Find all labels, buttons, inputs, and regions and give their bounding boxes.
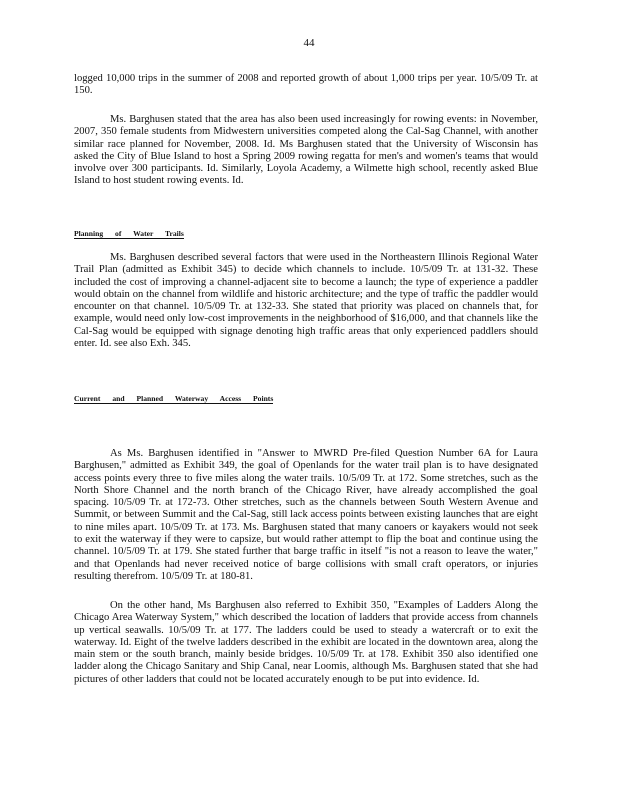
page-number: 44 — [303, 37, 315, 49]
paragraph-4-text: As Ms. Barghusen identified in "Answer to MWRD Pre-filed Question Number 6A for Laura Barghusen," admitted as Exhibit 349, the goal of Openlands for the water trail plan is to have designated access points every three to five miles along the water trails. 10/5/09 Tr. at 172. Some stretches, such as the North Shore Channel and the north branch of the Chicago River, have already accomplished the goal spacing. 10/5/09 Tr. at 172-73. Other stretches, such as the channels between South Western Avenue and Summit, or between Summit and the Cal-Sag, still lack access points between existing launches that are eight to nine miles apart. 10/5/09 Tr. at 173. Ms. Barghusen stated that many canoers or kayakers would not seek to exit the waterway if they were to capsize, but would rather attempt to flip the boat and continue using the channel. 10/5/09 Tr. at 179. She stated further that barge traffic in itself "is not a reason to leave the water," and that Openlands had never received notice of barge collisions with small craft operators, or injuries resulting therefrom. 10/5/09 Tr. at 180-81. — [74, 448, 538, 582]
paragraph-2 — [74, 114, 538, 188]
paragraph-3 — [74, 252, 538, 350]
paragraph-2-text: Ms. Barghusen stated that the area has also been used increasingly for rowing events: in November, 2007, 350 female students from Midwestern universities competed along the Cal-Sag Channel, with another similar race planned for November, 2008. Id. Ms Barghusen stated that the University of Wisconsin has asked the City of Blue Island to host a Spring 2009 rowing regatta for men's and women's teams that would involve over 300 participants. Id. Similarly, Loyola Academy, a Wilmette high school, recently asked Blue Island to host student rowing events. Id. — [74, 114, 538, 187]
paragraph-5 — [74, 600, 538, 686]
paragraph-1 — [74, 73, 538, 98]
section-heading-planning: Planning of Water Trails — [74, 229, 184, 238]
paragraph-5-text: On the other hand, Ms Barghusen also referred to Exhibit 350, "Examples of Ladders Along the Chicago Area Waterway System," which described the location of ladders that provide access from channels up vertical seawalls. 10/5/09 Tr. at 177. The ladders could be used to steady a watercraft or to exit the waterway. Id. Eight of the twelve ladders described in the exhibit are located in the downtown area, along the main stem or the south branch, mainly beside bridges. 10/5/09 Tr. at 178. Exhibit 350 also identified one ladder along the Chicago Sanitary and Ship Canal, near Loomis, although Ms. Barghusen stated that she had pictures of other ladders that could not be located accurately enough to be put into evidence. Id. — [74, 600, 538, 685]
paragraph-4 — [74, 448, 538, 583]
section-heading-access-points: Current and Planned Waterway Access Points — [74, 394, 274, 403]
paragraph-3-text: Ms. Barghusen described several factors that were used in the Northeastern Illinois Regional Water Trail Plan (admitted as Exhibit 345) to decide which channels to include. 10/5/09 Tr. at 131-32. These included the cost of improving a channel-adjacent site to become a launch; the type of experience a paddler would obtain on the channel from wildlife and historic architecture; and the type of traffic the paddler would encounter on that channel. 10/5/09 Tr. at 132-33. She stated that priority was placed on channels that, for example, would need only low-cost improvements in the neighborhood of $16,000, and that channels like the Cal-Sag would be equipped with signage denoting high traffic areas that only experienced paddlers should enter. Id. see also Exh. 345. — [74, 252, 538, 350]
paragraph-1-text: logged 10,000 trips in the summer of 2008 and reported growth of about 1,000 trips per year. 10/5/09 Tr. at 150. — [74, 73, 538, 97]
